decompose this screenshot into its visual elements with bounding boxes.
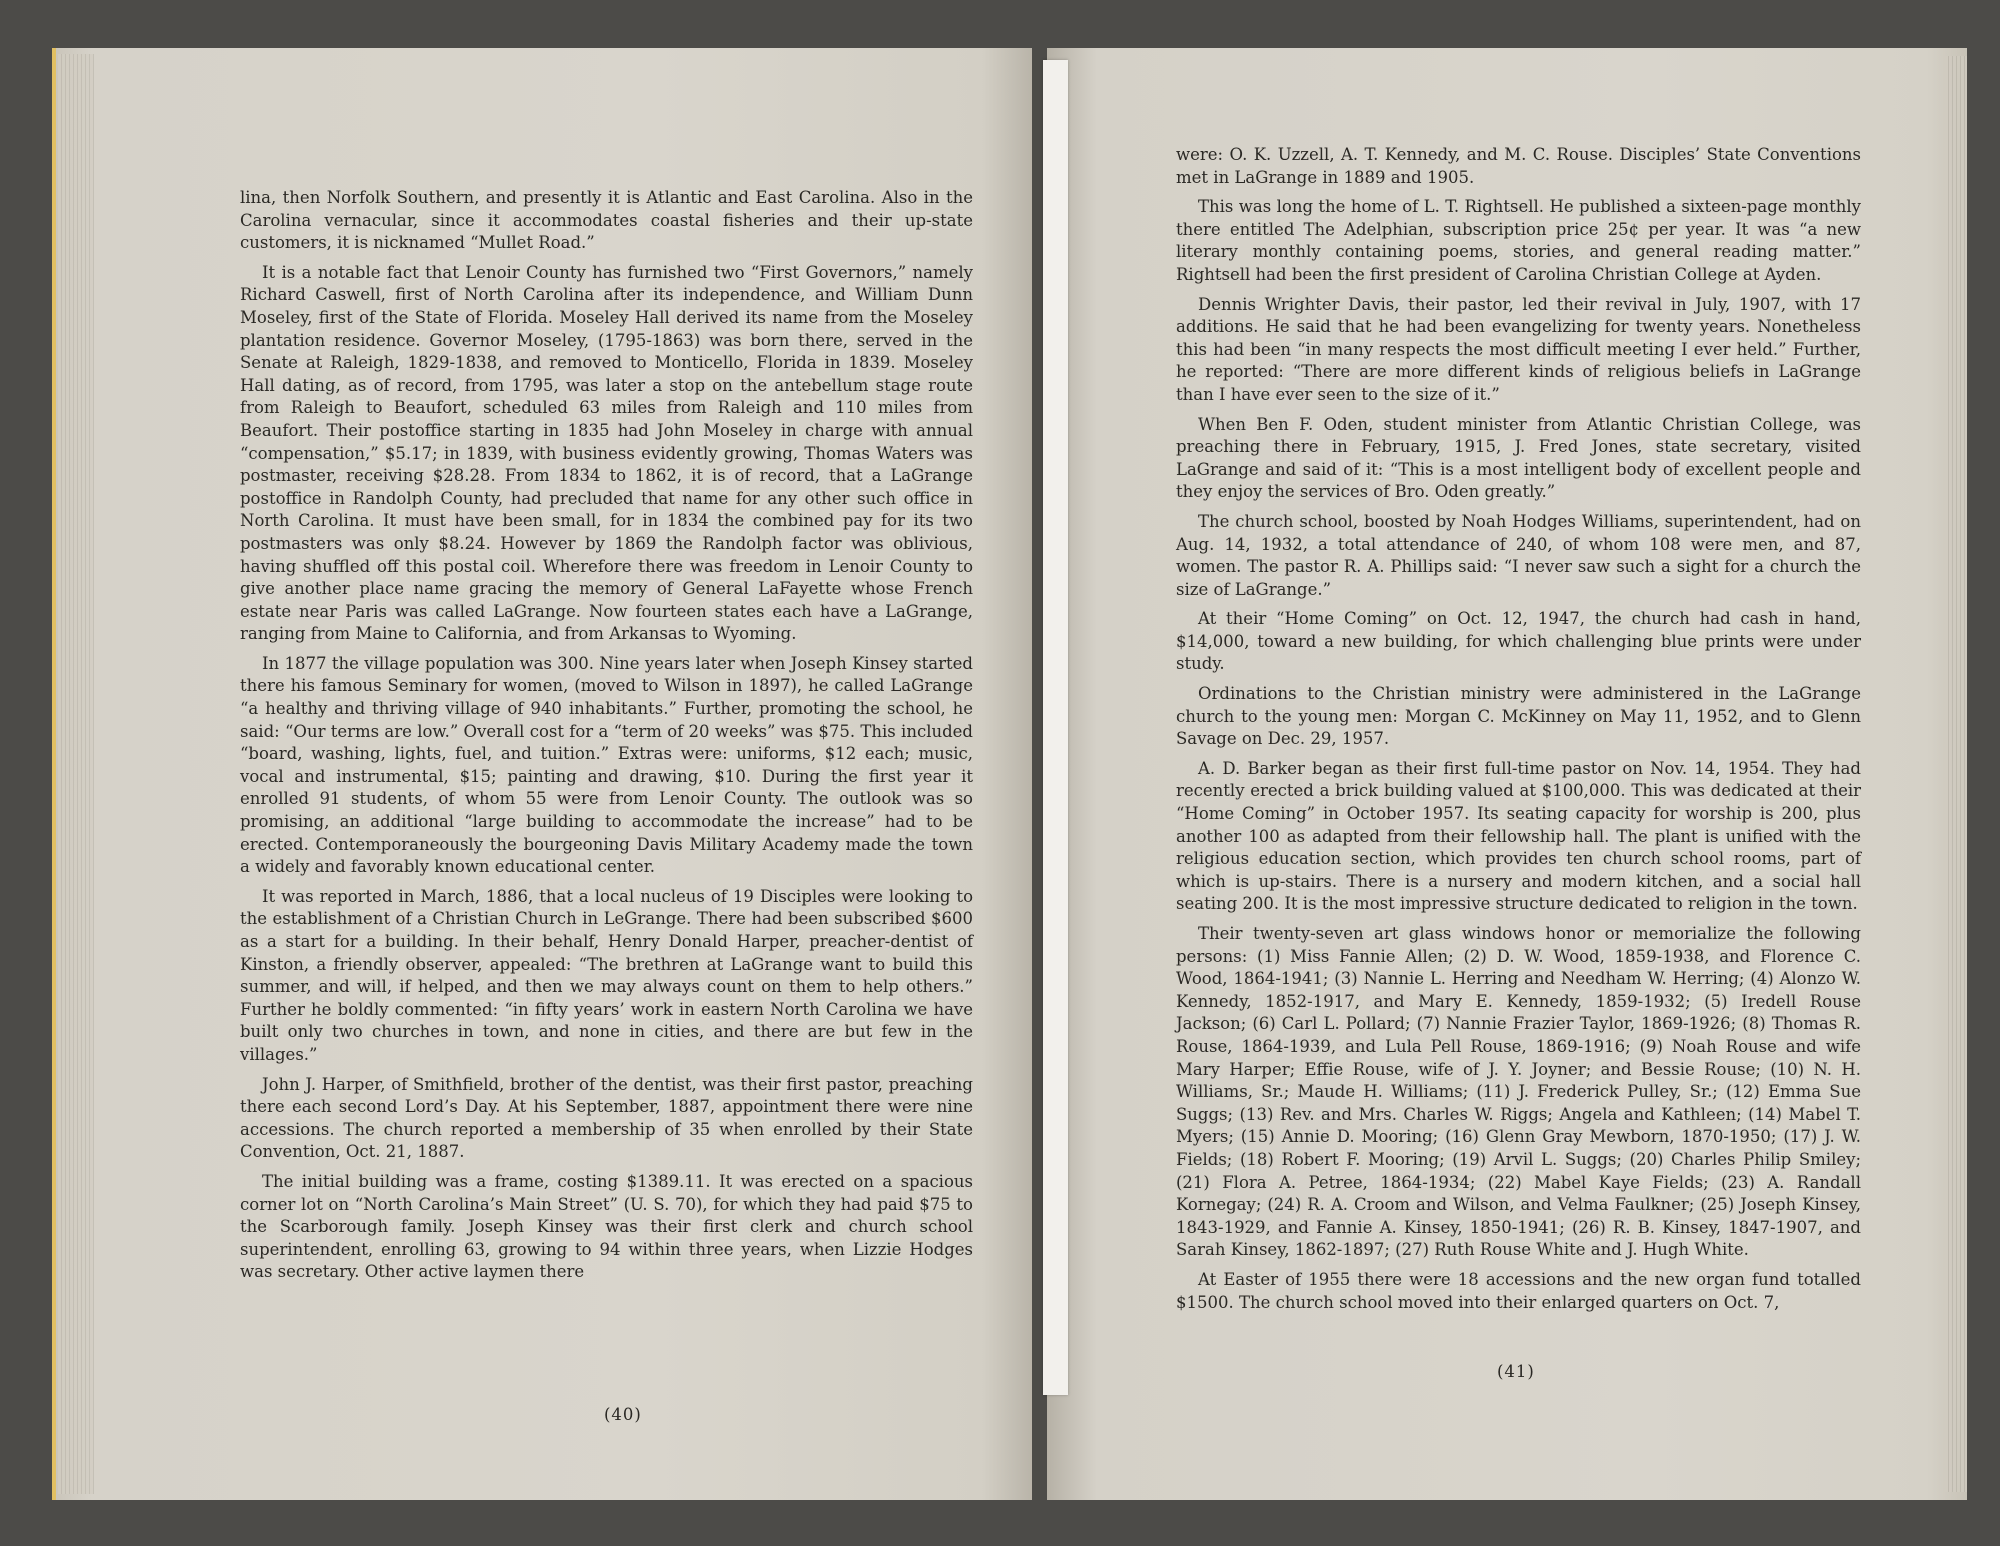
paragraph: In 1877 the village population was 300. Nine years later when Joseph Kinsey started there his famous Seminary for women, (moved to Wilson in 1897), he called LaGrange “a healthy and thriving village of 940 inhabitants.” Further, promoting the school, he said: “Our terms are low.” Overall cost for a “term of 20 weeks” was $75. This included “board, washing, lights, fuel, and tuition.” Extras were: uniforms, $12 each; music, vocal and instrumental, $15; painting and drawing, $10. During the first year it enrolled 91 students, of whom 55 were from Lenoir County. The outlook was so promising, an additional “large building to accommodate the increase” had to be erected. Contemporaneously the bourgeoning Davis Military Academy made the town a widely and favorably known educational center. xyxy=(240,653,973,877)
paragraph: This was long the home of L. T. Rightsell. He published a sixteen-page monthly there entitled The Adelphian, subscription price 25¢ per year. It was “a new literary monthly containing poems, stories, and general reading matter.” Rightsell had been the first president of Carolina Christian College at Ayden. xyxy=(1176,197,1861,284)
paragraph: John J. Harper, of Smithfield, brother of the dentist, was their first pastor, preaching there each second Lord’s Day. At his September, 1887, appointment there were nine accessions. The church reported a membership of 35 when enrolled by their State Convention, Oct. 21, 1887. xyxy=(240,1074,973,1162)
paragraph: A. D. Barker began as their first full-time pastor on Nov. 14, 1954. They had recently erected a brick building valued at $100,000. This was dedicated at their “Home Coming” in October 1957. Its seating capacity for worship is 200, plus another 100 as adapted from their fellowship hall. The plant is unified with the religious education section, which provides ten church school rooms, part of which is up-stairs. There is a nursery and modern kitchen, and a social hall seating 200. It is the most impressive structure dedicated to religion in the town. xyxy=(1176,758,1861,914)
page-number-left: (40) xyxy=(604,1405,642,1424)
left-page-text xyxy=(240,187,973,1291)
paragraph: When Ben F. Oden, student minister from Atlantic Christian College, was preaching there in February, 1915, J. Fred Jones, state secretary, visited LaGrange and said of it: “This is a most intelligent body of excellent people and they enjoy the services of Bro. Oden greatly.” xyxy=(1176,414,1861,502)
right-page-text xyxy=(1176,144,1861,1321)
page-number-right: (41) xyxy=(1497,1362,1535,1381)
paragraph: At their “Home Coming” on Oct. 12, 1947, the church had cash in hand, $14,000, toward a new building, for which challenging blue prints were under study. xyxy=(1176,609,1861,674)
paragraph: The church school, boosted by Noah Hodges Williams, superintendent, had on Aug. 14, 1932, a total attendance of 240, of whom 108 were men, and 87, women. The pastor R. A. Phillips said: “I never saw such a sight for a church the size of LaGrange.” xyxy=(1176,511,1861,599)
paragraph: It was reported in March, 1886, that a local nucleus of 19 Disciples were looking to the establishment of a Christian Church in LeGrange. There had been subscribed $600 as a start for a building. In their behalf, Henry Donald Harper, preacher-dentist of Kinston, a friendly observer, appealed: “The brethren at LaGrange want to build this summer, and will, if helped, and then we may always count on them to help others.” Further he boldly commented: “in fifty years’ work in eastern North Carolina we have built only two churches in town, and none in cities, and there are but few in the villages.” xyxy=(240,886,973,1064)
paragraph: were: O. K. Uzzell, A. T. Kennedy, and M. C. Rouse. Disciples’ State Conventions met in LaGrange in 1889 and 1905. xyxy=(1176,145,1861,187)
paragraph: lina, then Norfolk Southern, and presently it is Atlantic and East Carolina. Also in the Carolina vernacular, since it accommodates coastal fisheries and their up-state customers, it is nicknamed “Mullet Road.” xyxy=(240,188,973,253)
binding-tape xyxy=(1043,60,1068,1395)
paragraph: Ordinations to the Christian ministry were administered in the LaGrange church to the young men: Morgan C. McKinney on May 11, 1952, and to Glenn Savage on Dec. 29, 1957. xyxy=(1176,684,1861,749)
paragraph: Dennis Wrighter Davis, their pastor, led their revival in July, 1907, with 17 additions. He said that he had been evangelizing for twenty years. Nonetheless this had been “in many respects the most difficult meeting I ever held.” Further, he reported: “There are more different kinds of religious beliefs in LaGrange than I have ever seen to the size of it.” xyxy=(1176,294,1861,404)
paragraph: Their twenty-seven art glass windows honor or memorialize the following persons: (1) Miss Fannie Allen; (2) D. W. Wood, 1859-1938, and Florence C. Wood, 1864-1941; (3) Nannie L. Herring and Needham W. Herring; (4) Alonzo W. Kennedy, 1852-1917, and Mary E. Kennedy, 1859-1932; (5) Iredell Rouse Jackson; (6) Carl L. Pollard; (7) Nannie Frazier Taylor, 1869-1926; (8) Thomas R. Rouse, 1864-1939, and Lula Pell Rouse, 1869-1916; (9) Noah Rouse and wife Mary Harper; Effie Rouse, wife of J. Y. Joyner; and Bessie Rouse; (10) N. H. Williams, Sr.; Maude H. Williams; (11) J. Frederick Pulley, Sr.; (12) Emma Sue Suggs; (13) Rev. and Mrs. Charles W. Riggs; Angela and Kathleen; (14) Mabel T. Myers; (15) Annie D. Mooring; (16) Glenn Gray Mewborn, 1870-1950; (17) J. W. Fields; (18) Robert F. Mooring; (19) Arvil L. Suggs; (20) Charles Philip Smiley; (21) Flora A. Petree, 1864-1934; (22) Mabel Kaye Fields; (23) A. Randall Kornegay; (24) R. A. Croom and Wilson, and Velma Faulkner; (25) Joseph Kinsey, 1843-1929, and Fannie A. Kinsey, 1850-1941; (26) R. B. Kinsey, 1847-1907, and Sarah Kinsey, 1862-1897; (27) Ruth Rouse White and J. Hugh White. xyxy=(1176,924,1861,1260)
paragraph: At Easter of 1955 there were 18 accessions and the new organ fund totalled $1500. The church school moved into their enlarged quarters on Oct. 7, xyxy=(1176,1269,1861,1312)
left-page xyxy=(52,48,1032,1500)
paragraph: The initial building was a frame, costing $1389.11. It was erected on a spacious corner lot on “North Carolina’s Main Street” (U. S. 70), for which they had paid $75 to the Scarborough family. Joseph Kinsey was their first clerk and church school superintendent, enrolling 63, growing to 94 within three years, when Lizzie Hodges was secretary. Other active laymen there xyxy=(240,1171,973,1282)
paragraph: It is a notable fact that Lenoir County has furnished two “First Governors,” namely Richard Caswell, first of North Carolina after its independence, and William Dunn Moseley, first of the State of Florida. Moseley Hall derived its name from the Moseley plantation residence. Governor Moseley, (1795-1863) was born there, served in the Senate at Raleigh, 1829-1838, and removed to Monticello, Florida in 1839. Moseley Hall dating, as of record, from 1795, was later a stop on the antebellum stage route from Raleigh to Beaufort, scheduled 63 miles from Raleigh and 110 miles from Beaufort. Their postoffice starting in 1835 had John Moseley in charge with annual “compensation,” $5.17; in 1839, with business evidently growing, Thomas Waters was postmaster, receiving $28.28. From 1834 to 1862, it is of record, that a LaGrange postoffice in Randolph County, had precluded that name for any other such office in North Carolina. It must have been small, for in 1834 the combined pay for its two postmasters was only $8.24. However by 1869 the Randolph factor was oblivious, having shuffled off this postal coil. Wherefore there was freedom in Lenoir County to give another place name gracing the memory of General LaFayette whose French estate near Paris was called LaGrange. Now fourteen states each have a LaGrange, ranging from Maine to California, and from Arkansas to Wyoming. xyxy=(240,262,973,644)
